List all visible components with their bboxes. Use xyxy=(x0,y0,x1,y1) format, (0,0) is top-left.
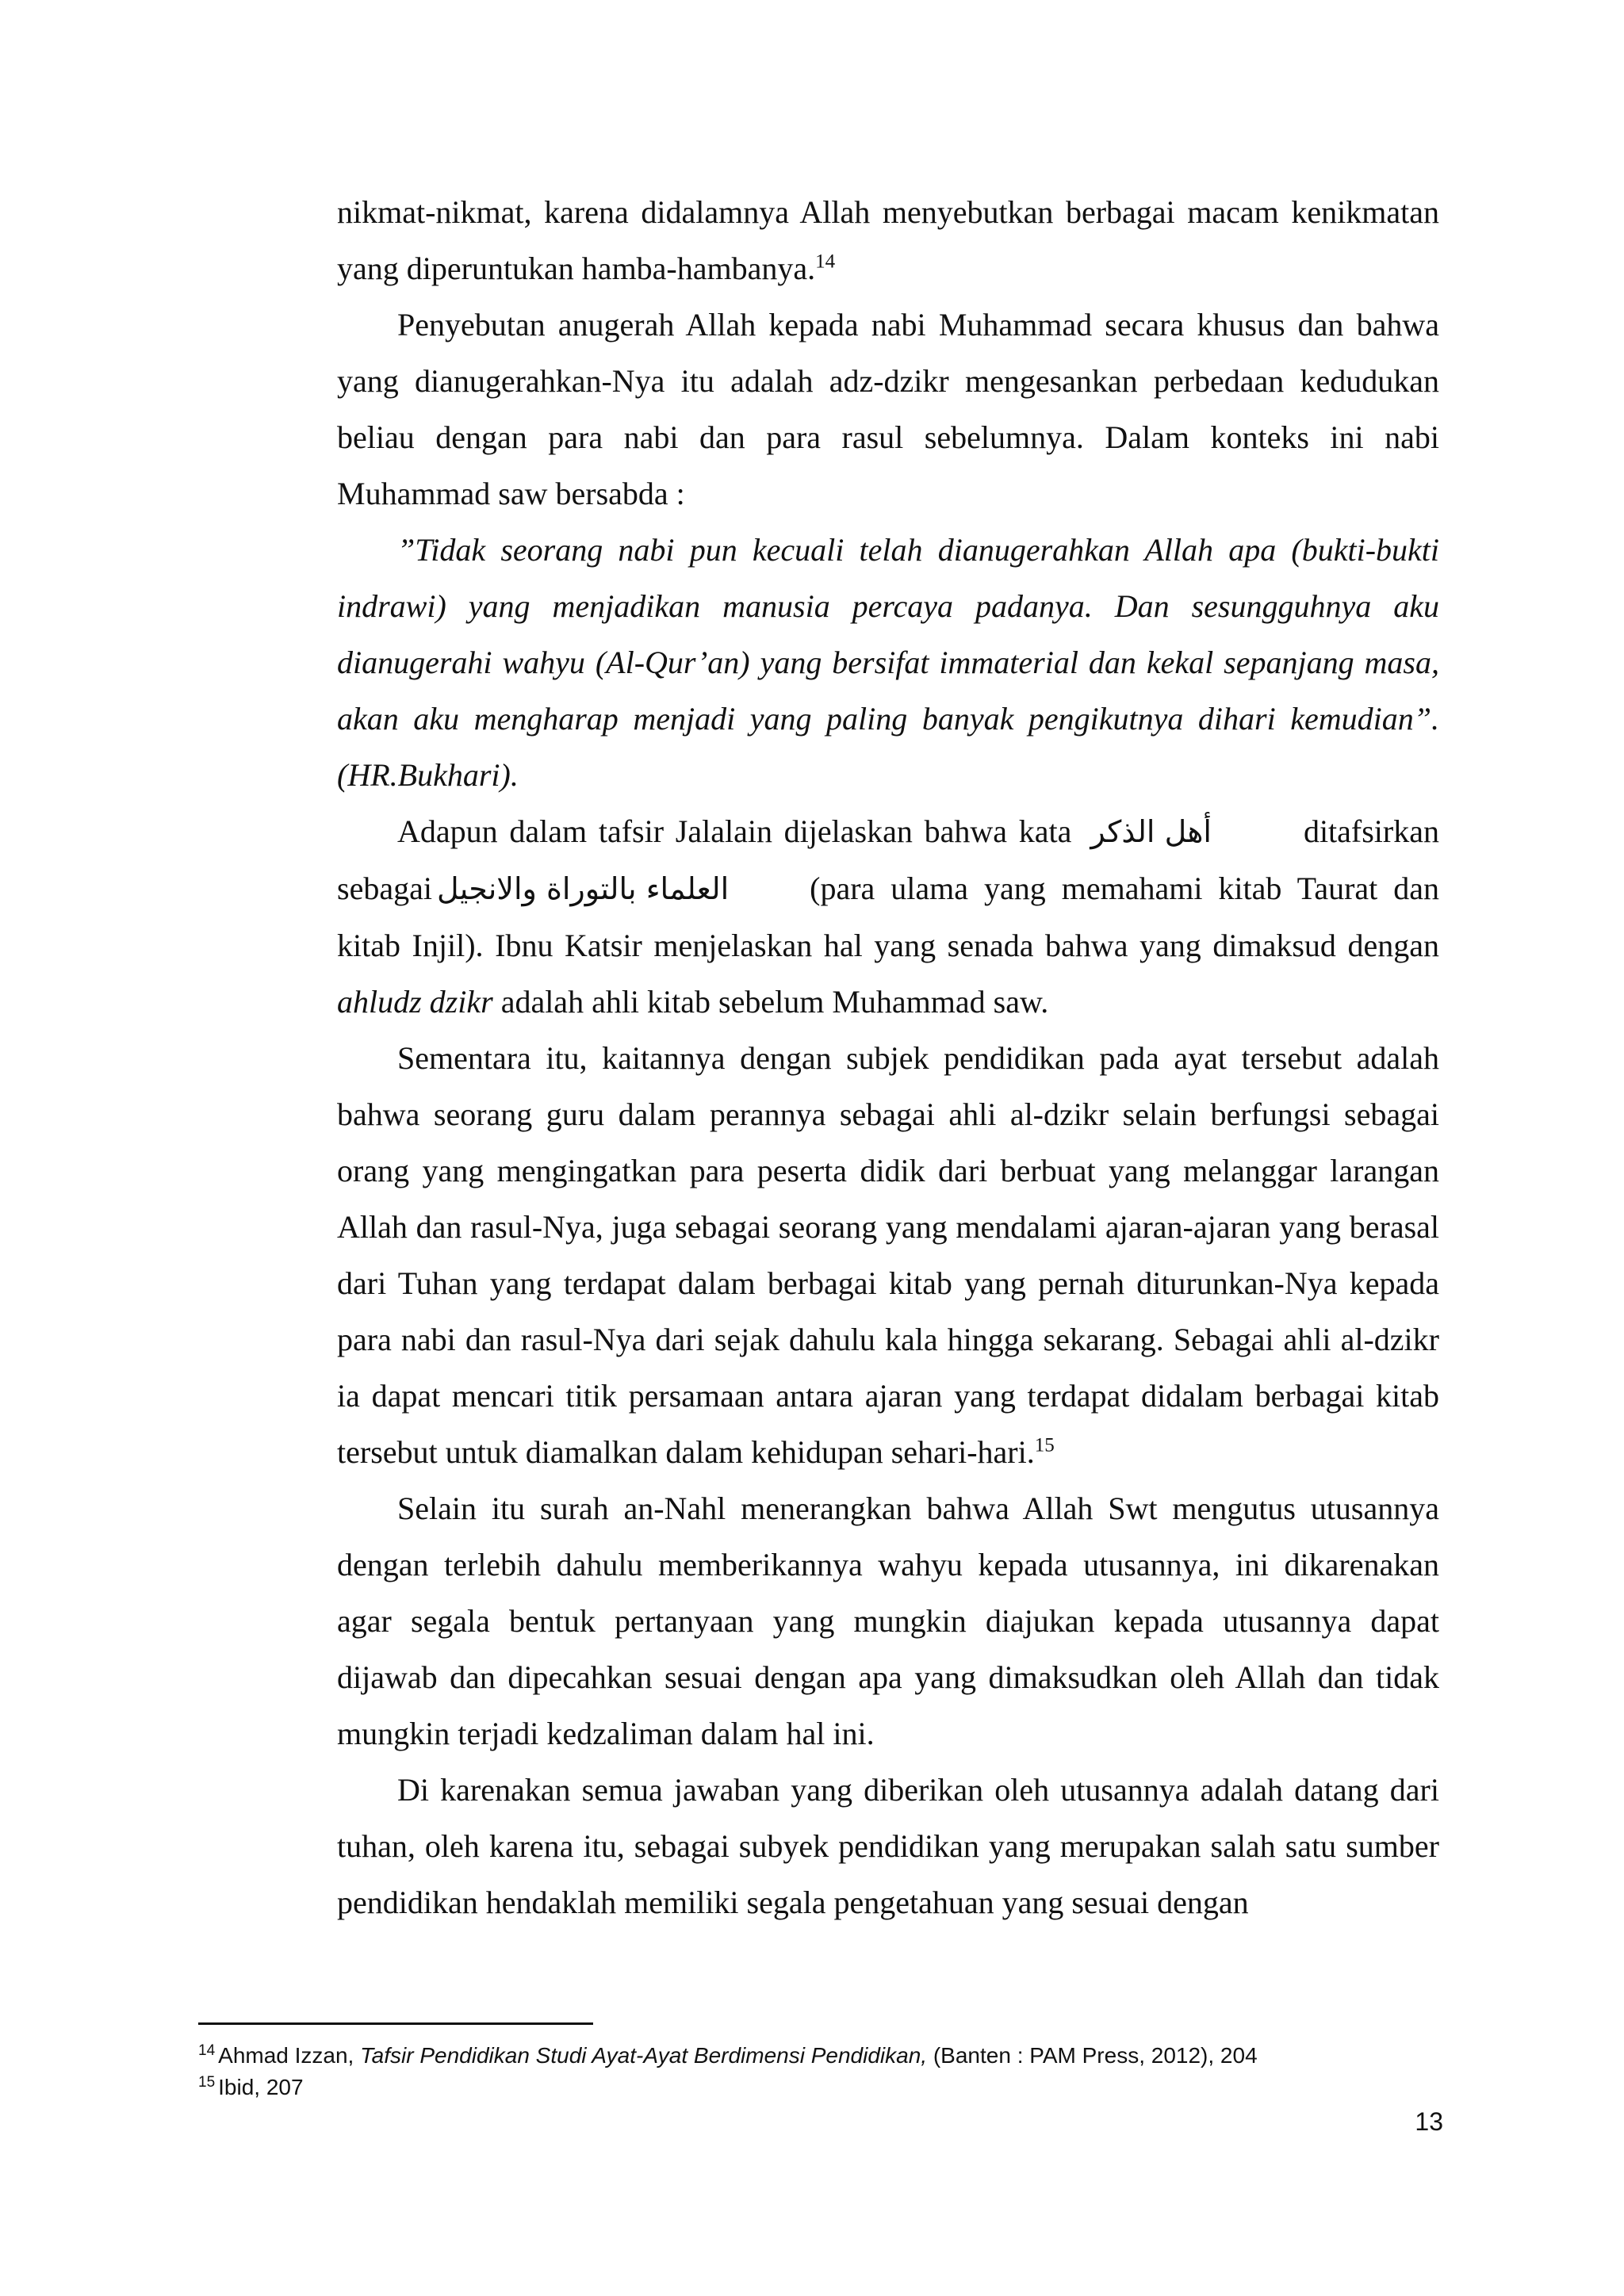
paragraph-6: Di karenakan semua jawaban yang diberikan oleh utusannya adalah datang dari tuhan, oleh karena itu, sebagai subyek pendidikan yang merupakan salah satu sumber pendidikan hendaklah memiliki segala pengetahuan yang sesuai dengan xyxy=(337,1772,1439,1920)
paragraph-4-text: Sementara itu, kaitannya dengan subjek pendidikan pada ayat tersebut adalah bahwa seorang guru dalam perannya sebagai ahli al-dzikr selain berfungsi sebagai orang yang mengingatkan para peserta didik dari berbuat yang melanggar larangan Allah dan rasul-Nya, juga sebagai seorang yang mendalami ajaran-ajaran yang berasal dari Tuhan yang terdapat dalam berbagai kitab yang pernah diturunkan-Nya kepada para nabi dan rasul-Nya dari sejak dahulu kala hingga sekarang. Sebagai ahli al-dzikr ia dapat mencari titik persamaan antara ajaran yang terdapat didalam berbagai kitab tersebut untuk diamalkan dalam kehidupan sehari-hari. xyxy=(337,1040,1439,1470)
footnote-number: 14 xyxy=(198,2042,216,2059)
footnote-ref-15: 15 xyxy=(1034,1434,1055,1456)
footnote-book-title: Tafsir Pendidikan Studi Ayat-Ayat Berdimensi Pendidikan, xyxy=(360,2043,928,2068)
footnote-publication: (Banten : PAM Press, 2012), 204 xyxy=(933,2043,1258,2068)
paragraph-2: Penyebutan anugerah Allah kepada nabi Muhammad secara khusus dan bahwa yang dianugerahkan-Nya itu adalah adz-dzikr mengesankan perbedaan kedudukan beliau dengan para nabi dan para rasul sebelumnya. Dalam konteks ini nabi Muhammad saw bersabda : xyxy=(337,307,1439,511)
paragraph-5: Selain itu surah an-Nahl menerangkan bahwa Allah Swt mengutus utusannya dengan terlebih dahulu memberikannya wahyu kepada utusannya, ini dikarenakan agar segala bentuk pertanyaan yang mungkin diajukan kepada utusannya dapat dijawab dan dipecahkan sesuai dengan apa yang dimaksudkan oleh Allah dan tidak mungkin terjadi kedzaliman dalam hal ini. xyxy=(337,1490,1439,1751)
body-text xyxy=(337,184,1439,1931)
footnote-number: 15 xyxy=(198,2073,216,2091)
footnote-ref-14: 14 xyxy=(815,251,836,273)
paragraph-1-text: nikmat-nikmat, karena didalamnya Allah menyebutkan berbagai macam kenikmatan yang diperuntukan hamba-hambanya. xyxy=(337,194,1439,286)
italic-term-ahludz-dzikr: ahludz dzikr xyxy=(337,984,493,1020)
paragraph-3-text-b: ditafsirkan sebagai xyxy=(337,813,1439,906)
page-number: 13 xyxy=(1415,2107,1443,2136)
footnote-14 xyxy=(198,2040,1467,2072)
paragraph-1 xyxy=(337,184,1439,297)
paragraph-4 xyxy=(337,1030,1439,1480)
footnote-text: Ibid, 207 xyxy=(218,2075,304,2099)
paragraph-3-text-a: Adapun dalam tafsir Jalalain dijelaskan bahwa kata xyxy=(397,813,1072,849)
arabic-term-ulama: العلماء بالتوراة والانجيل xyxy=(436,871,730,906)
footnote-separator xyxy=(198,2022,593,2025)
paragraph-3-text-c: (para ulama yang memahami kitab Taurat dan kitab Injil). Ibnu Katsir menjelaskan hal yang senada bahwa yang dimaksud dengan xyxy=(337,871,1439,963)
footnote-author: Ahmad Izzan, xyxy=(218,2043,354,2068)
arabic-term-ahl-al-dzikr: أهل الذكر xyxy=(1090,814,1212,849)
hadith-quote: ”Tidak seorang nabi pun kecuali telah dianugerahkan Allah apa (bukti-bukti indrawi) yang menjadikan manusia percaya padanya. Dan sesungguhnya aku dianugerahi wahyu (Al-Qur’an) yang bersifat immaterial dan kekal sepanjang masa, akan aku mengharap menjadi yang paling banyak pengikutnya dihari kemudian”. (HR.Bukhari). xyxy=(337,532,1439,793)
paragraph-3-text-d: adalah ahli kitab sebelum Muhammad saw. xyxy=(500,984,1049,1020)
footnotes xyxy=(198,2040,1467,2103)
footnote-15 xyxy=(198,2072,1467,2103)
paragraph-3 xyxy=(337,803,1439,1030)
